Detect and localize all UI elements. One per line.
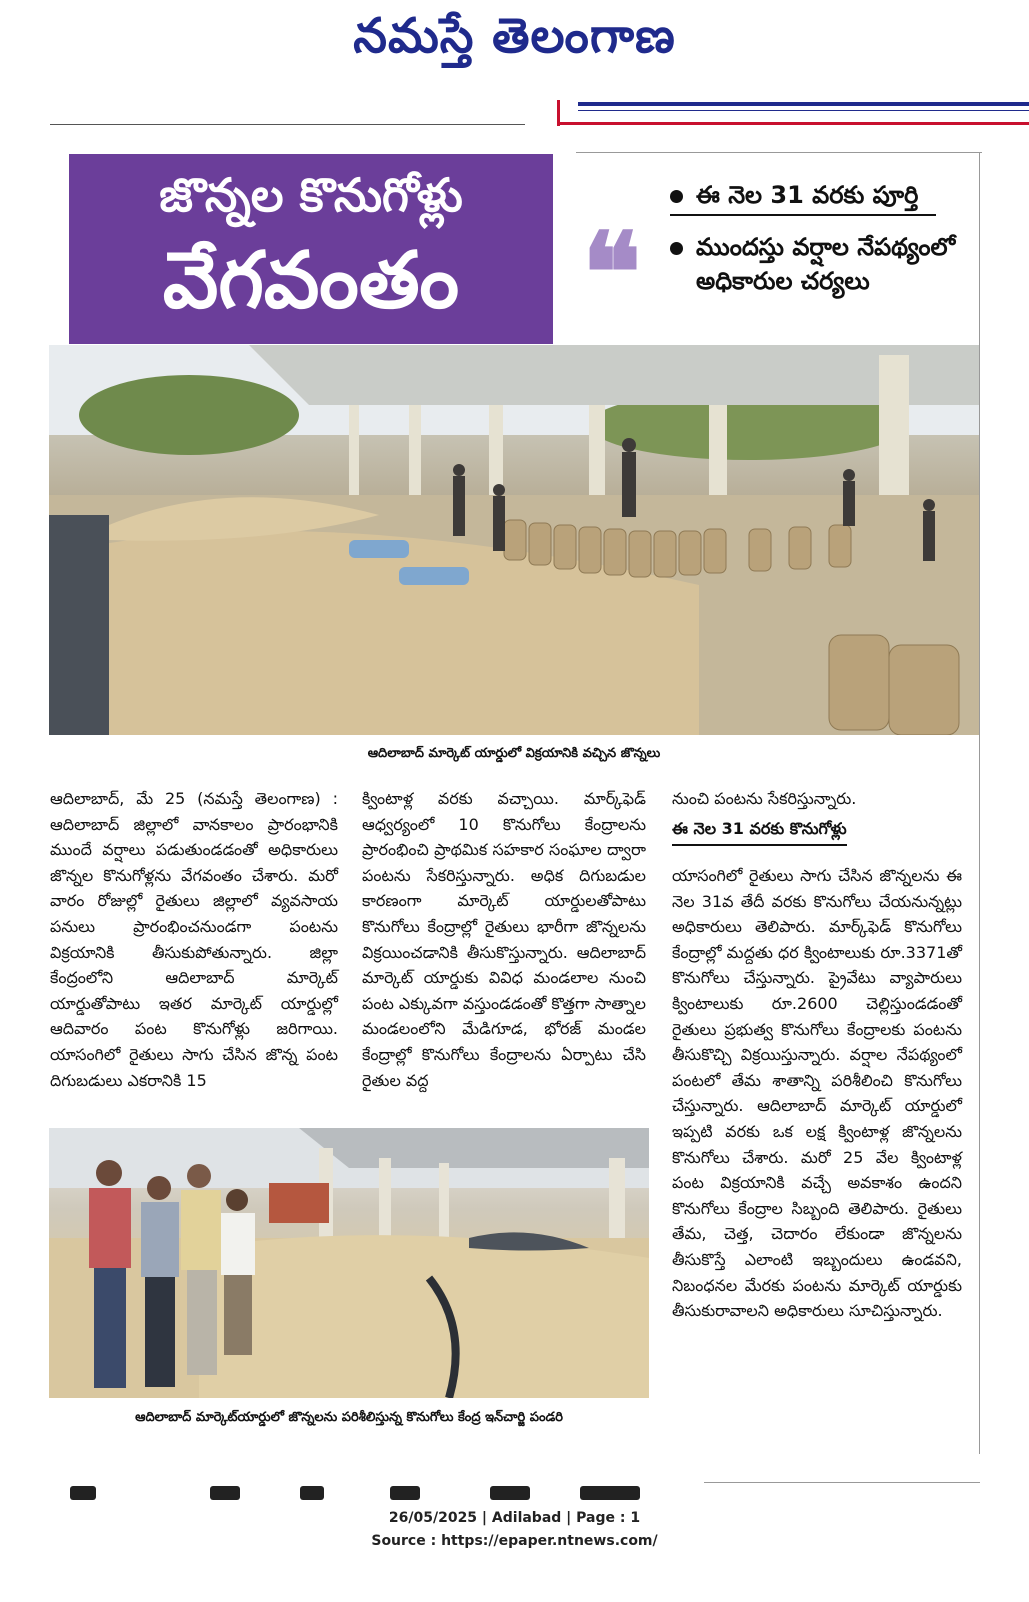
quote-mark-icon: ❝: [582, 208, 642, 337]
market-yard-illustration: [49, 345, 979, 735]
bullet-icon: [670, 242, 683, 255]
market-yard-photo: [49, 345, 979, 735]
newspaper-title: నమస్తే తెలంగాణ: [353, 8, 676, 64]
inspection-illustration: [49, 1128, 649, 1398]
divider: [704, 1482, 980, 1483]
divider: [557, 122, 1029, 125]
footer-date-edition: 26/05/2025 | Adilabad | Page : 1: [388, 1510, 641, 1526]
article-border: [576, 152, 982, 153]
headline-box: [69, 154, 553, 344]
photo-caption: ఆదిలాబాద్ మార్కెట్‌యార్డులో జొన్నలను పరిశీలిస్తున్న కొనుగోలు కేంద్ర ఇన్‌చార్జి పండరి: [135, 1410, 563, 1425]
highlight-item: ఈ నెల 31 వరకు పూర్తి: [670, 178, 936, 216]
article-column: యాసంగిలో రైతులు సాగు చేసిన జొన్నలను ఈ నెల 31వ తేదీ వరకు కొనుగోలు చేయనున్నట్లు అధికారులు తెలిపారు. మార్క్‌ఫెడ్ కొనుగోలు కేంద్రాల్లో మద్దతు ధర క్వింటాలుకు రూ.3371తో కొనుగోలు చేస్తున్నారు. ప్రైవేటు వ్యాపారులు క్వింటాలుకు రూ.2600 చెల్లిస్తుండడంతో రైతులు ప్రభుత్వ కొనుగోలు కేంద్రాలకు పంటను తీసుకొచ్చి విక్రయిస్తున్నారు. వర్షాల నేపథ్యంలో పంటలో తేమ శాతాన్ని పరిశీలించి కొనుగోలు చేస్తున్నారు. ఆదిలాబాద్ మార్కెట్ యార్డులో ఇప్పటి వరకు ఒక లక్ష క్వింటాళ్ల జొన్నలను కొనుగోలు చేశారు. మరో 25 వేల క్వింటాళ్ల పంట విక్రయానికి వచ్చే అవకాశం ఉందని కొనుగోలు కేంద్రాల సిబ్బంది తెలిపారు. రైతులు తేమ, చెత్త, చెదారం లేకుండా జొన్నలను తీసుకొస్తే ఎలాంటి ఇబ్బందులు ఉండవని, నిబంధనల మేరకు పంటను మార్కెట్ యార్డుకు తీసుకురావాలని అధికారులు సూచిస్తున్నారు.: [672, 866, 962, 1321]
headline-line-1: జొన్నల కొనుగోళ్లు: [159, 168, 463, 222]
article-subheading: ఈ నెల 31 వరకు కొనుగోళ్లు: [672, 819, 847, 846]
footer-source: Source : https://epaper.ntnews.com/: [371, 1533, 658, 1549]
headline-line-2: వేగవంతం: [162, 236, 460, 326]
photo-caption: ఆదిలాబాద్ మార్కెట్ యార్డులో విక్రయానికి వచ్చిన జొన్నలు: [367, 746, 661, 761]
divider: [578, 102, 1029, 106]
highlights: [670, 178, 970, 298]
article-column: నుంచి పంటను సేకరిస్తున్నారు.: [672, 789, 857, 808]
bullet-icon: [670, 190, 683, 203]
masthead: [0, 8, 1029, 78]
divider: [578, 110, 1029, 111]
article-border: [979, 152, 980, 1454]
article-column: ఆదిలాబాద్, మే 25 (నమస్తే తెలంగాణ) : ఆదిలాబాద్ జిల్లాలో వానకాలం ప్రారంభానికి ముందే వర్షాలు పడుతుండడంతో అధికారులు జొన్నల కొనుగోళ్లను వేగవంతం చేశారు. మరో వారం రోజుల్లో రైతులు జిల్లాలో వ్యవసాయ పనులు ప్రారంభించనుండగా పంటను విక్రయానికి తీసుకుపోతున్నారు. జిల్లా కేంద్రంలోని ఆదిలాబాద్ మార్కెట్ యార్డుతోపాటు ఇతర మార్కెట్ యార్డుల్లో ఆదివారం పంట కొనుగోళ్లు జరిగాయి. యాసంగిలో రైతులు సాగు చేసిన జొన్న పంట దిగుబడులు ఎకరానికి 15: [50, 789, 338, 1090]
divider: [50, 124, 525, 125]
article-column: క్వింటాళ్ల వరకు వచ్చాయి. మార్క్‌ఫెడ్ ఆధ్వర్యంలో 10 కొనుగోలు కేంద్రాలను ప్రారంభించి ప్రాథమిక సహకార సంఘాల ద్వారా పంటను సేకరిస్తున్నారు. అధిక దిగుబడుల కారణంగా మార్కెట్ యార్డులతోపాటు కొనుగోలు కేంద్రాల్లో రైతులు భారీగా జొన్నలను విక్రయించడానికి తీసుకొస్తున్నారు. ఆదిలాబాద్ మార్కెట్ యార్డుకు వివిధ మండలాల నుంచి పంట ఎక్కువగా వస్తుండడంతో కొత్తగా సాత్నాల మండలంలోని మేడిగూడ, భోరజ్ మండల కేంద్రాల్లో కొనుగోలు కేంద్రాలను ఏర్పాటు చేసి రైతుల వద్ద: [362, 789, 646, 1090]
inspection-photo: [49, 1128, 649, 1398]
next-article-headline-fragment: [60, 1486, 660, 1500]
highlight-item: ముందస్తు వర్షాల నేపథ్యంలో అధికారుల చర్యలు: [670, 230, 970, 298]
